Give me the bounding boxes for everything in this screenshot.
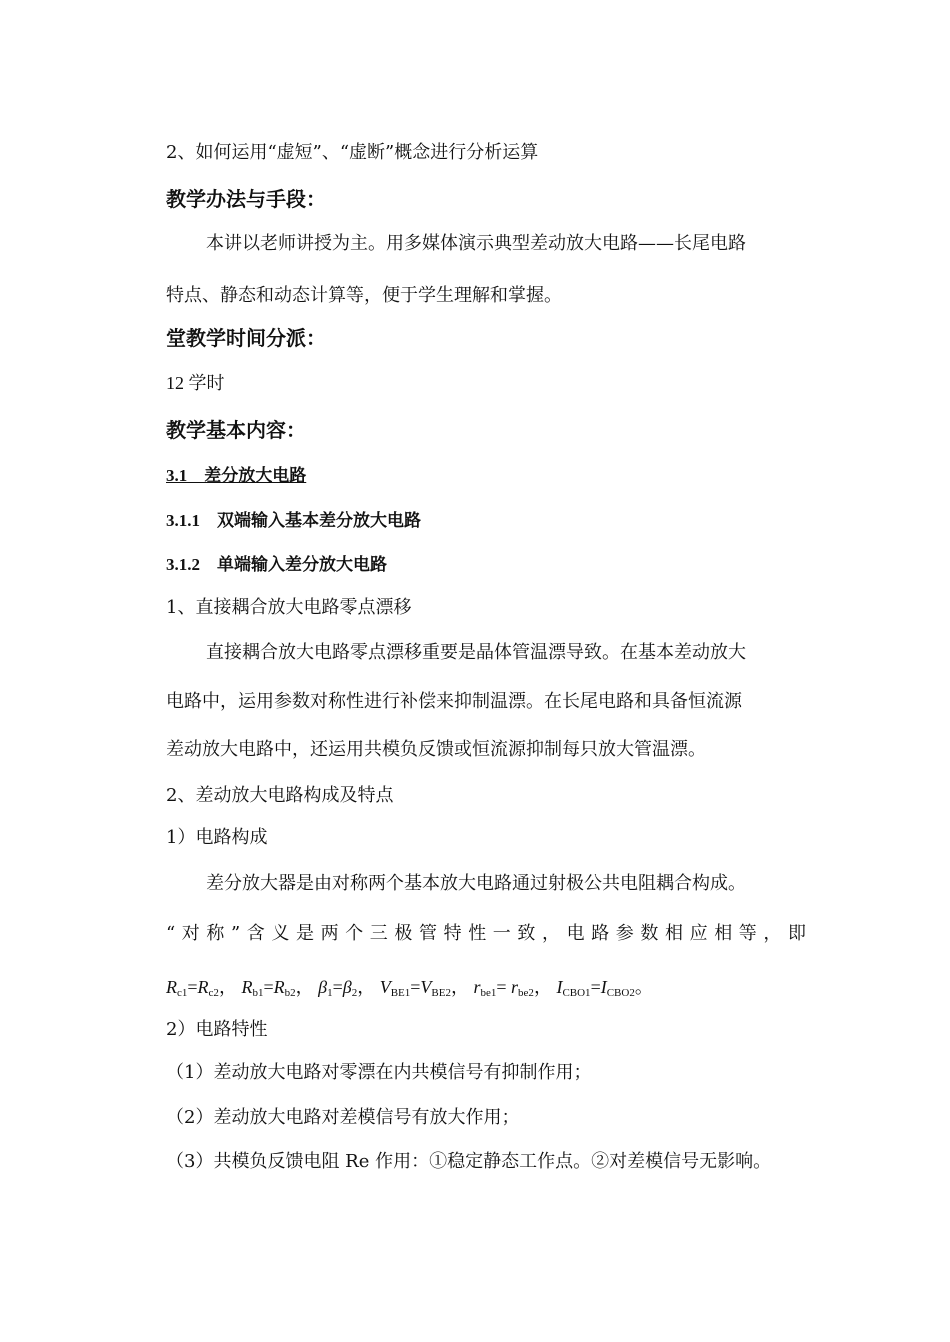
list-item: （1）差动放大电路对零漂在内共模信号有抑制作用； (166, 1062, 592, 1083)
section-heading: 堂教学时间分派： (166, 326, 326, 350)
list-item: （3）共模负反馈电阻 Re 作用：①稳定静态工作点。②对差模信号无影响。 (166, 1151, 772, 1172)
paragraph-line: “对称”含义是两个三极管特性一致，电路参数相应相等，即 (166, 923, 813, 944)
section-heading: 教学基本内容： (166, 418, 306, 442)
paragraph-line: 特点、静态和动态计算等，便于学生理解和掌握。 (166, 285, 562, 306)
text-line: 2）电路特性 (166, 1019, 268, 1040)
paragraph-line: 本讲以老师讲授为主。用多媒体演示典型差动放大电路——长尾电路 (206, 233, 746, 254)
paragraph-line: 直接耦合放大电路零点漂移重要是晶体管温漂导致。在基本差动放大 (206, 642, 746, 663)
subsection-title: 3.1.2 单端输入差分放大电路 (166, 555, 387, 574)
text-line: 2、差动放大电路构成及特点 (166, 785, 394, 806)
text-line: 12 学时 (166, 373, 225, 393)
paragraph-line: 差分放大器是由对称两个基本放大电路通过射极公共电阻耦合构成。 (206, 873, 746, 894)
subsection-title: 3.1 差分放大电路 (166, 466, 307, 485)
paragraph-line: 差动放大电路中，还运用共模负反馈或恒流源抑制每只放大管温漂。 (166, 739, 706, 760)
text-line: 1）电路构成 (166, 827, 268, 848)
section-heading: 教学办法与手段： (166, 187, 326, 211)
paragraph-line: 电路中，运用参数对称性进行补偿来抑制温漂。在长尾电路和具备恒流源 (166, 691, 742, 712)
formula-line: $R_{c1}=R_{c2}$， $R_{b1}=R_{b2}$， $\beta_1=\beta_2$， $V_{BE1}=V_{BE2}$， $r_{be1}= r_{be2}$， $I_{CBO1}=I_{CBO2}$。 (166, 977, 653, 999)
text-line: 2、如何运用“虚短”、“虚断”概念进行分析运算 (166, 142, 539, 163)
list-item: （2）差动放大电路对差模信号有放大作用； (166, 1107, 520, 1128)
subsection-title: 3.1.1 双端输入基本差分放大电路 (166, 511, 421, 530)
text-line: 1、直接耦合放大电路零点漂移 (166, 597, 412, 618)
